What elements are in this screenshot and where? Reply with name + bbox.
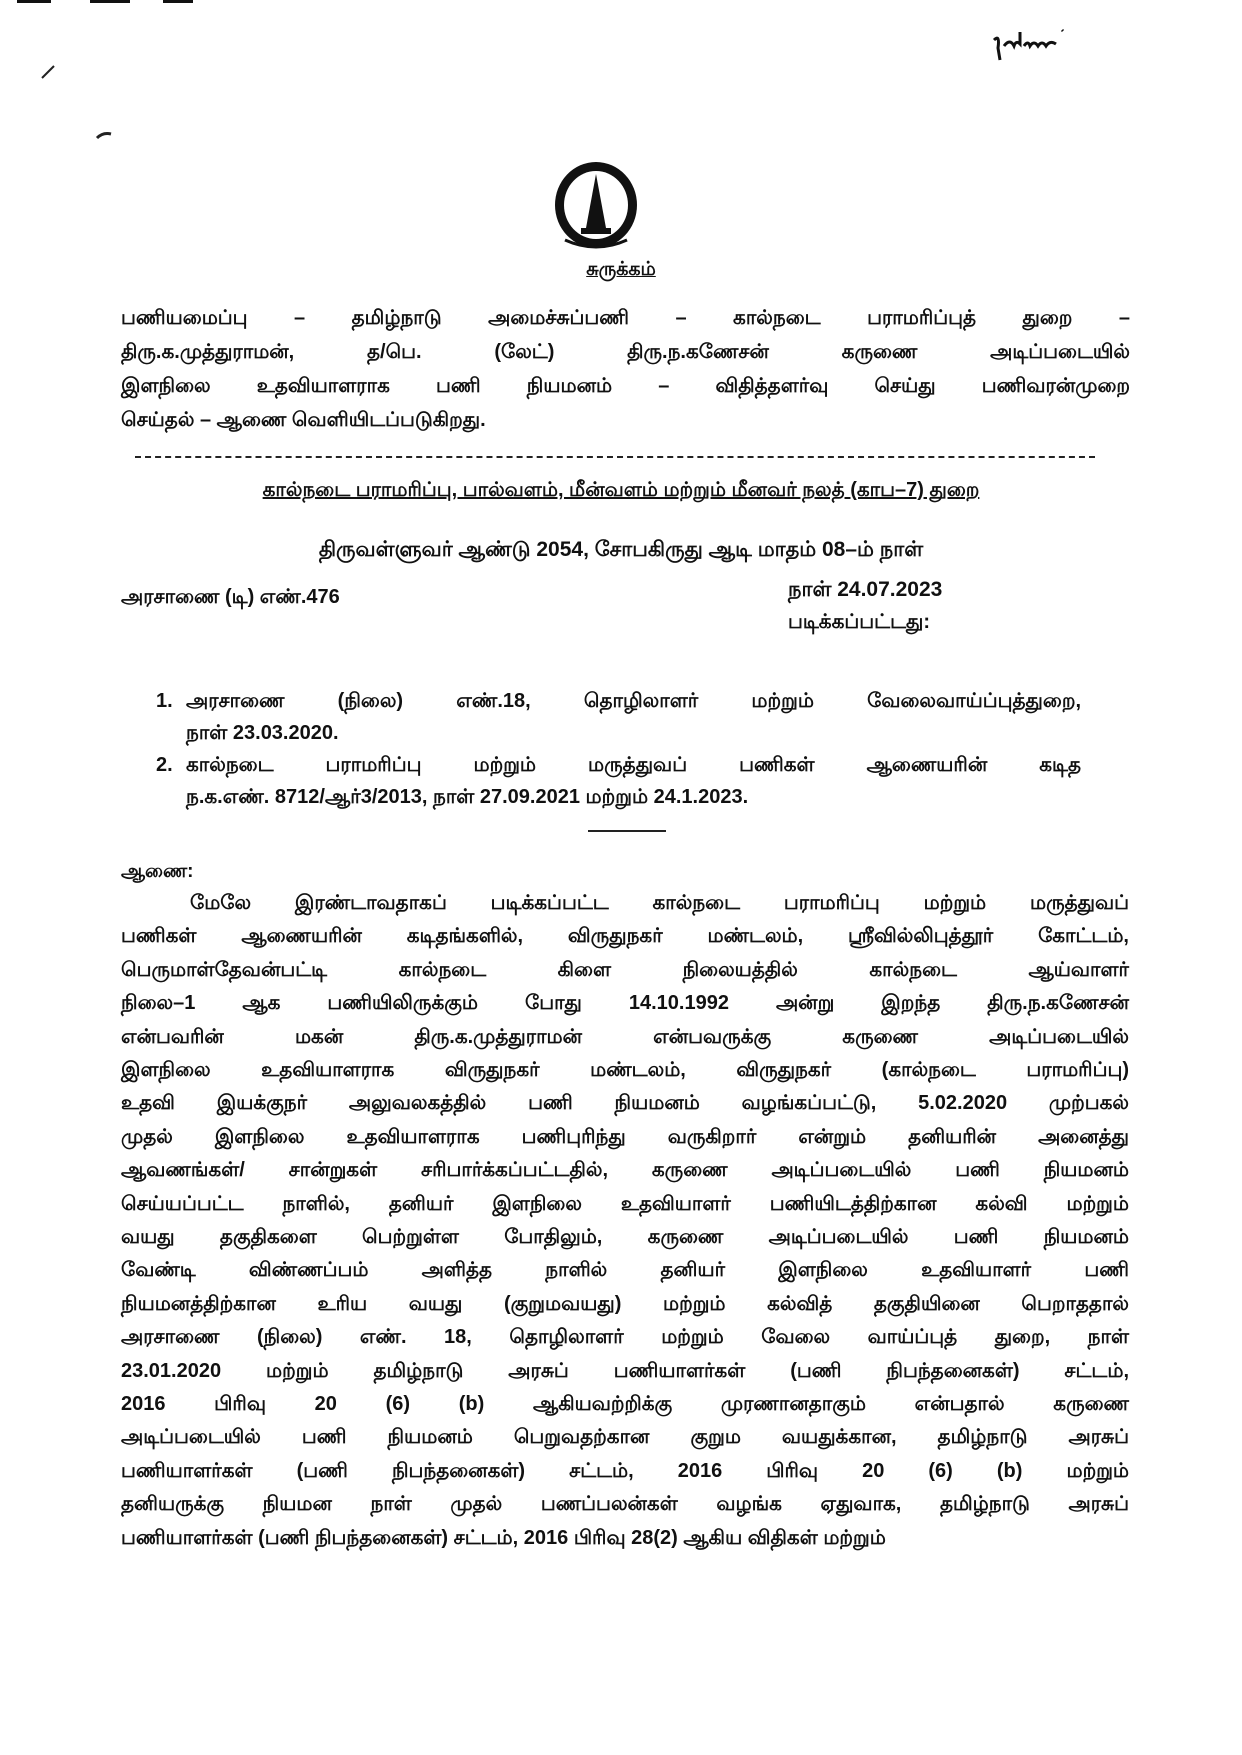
- scan-mark: [17, 0, 51, 3]
- reference-line: அரசாணை (நிலை) எண்.18, தொழிலாளர் மற்றும் வேலைவாய்ப்புத்துறை,: [186, 690, 1081, 712]
- pen-stroke: [38, 62, 68, 82]
- order-body-line: உதவி இயக்குநர் அலுவலகத்தில் பணி நியமனம் வழங்கப்பட்டு, 5.02.2020 முற்பகல்: [121, 1092, 1129, 1115]
- reference-line: கால்நடை பராமரிப்பு மற்றும் மருத்துவப் பணிகள் ஆணையரின் கடித: [186, 754, 1081, 776]
- order-body-line: அடிப்படையில் பணி நியமனம் பெறுவதற்கான குறும வயதுக்கான, தமிழ்நாடு அரசுப்: [121, 1426, 1129, 1449]
- order-body-line: என்பவரின் மகன் திரு.க.முத்துராமன் என்பவருக்கு கருணை அடிப்படையில்: [121, 1025, 1129, 1048]
- order-body-line: பணியாளர்கள் (பணி நிபந்தனைகள்) சட்டம், 2016 பிரிவு 28(2) ஆகிய விதிகள் மற்றும்: [121, 1526, 886, 1549]
- order-body-line: இளநிலை உதவியாளராக விருதுநகர் மண்டலம், விருதுநகர் (கால்நடை பராமரிப்பு): [121, 1059, 1129, 1081]
- go-date: நாள் 24.07.2023: [788, 578, 943, 601]
- read-label: படிக்கப்பட்டது:: [788, 611, 930, 633]
- order-body-line: மேலே இரண்டாவதாகப் படிக்கப்பட்ட கால்நடை பராமரிப்பு மற்றும் மருத்துவப்: [190, 892, 1129, 914]
- go-number: அரசாணை (டி) எண்.476: [121, 586, 340, 608]
- reference-number: 2.: [156, 754, 173, 776]
- order-body-line: ஆவணங்கள்/ சான்றுகள் சரிபார்க்கப்பட்டதில், கருணை அடிப்படையில் பணி நியமனம்: [121, 1159, 1129, 1182]
- summary-line: இளநிலை உதவியாளராக பணி நியமனம் – விதித்தளர்வு செய்து பணிவரன்முறை: [121, 375, 1130, 397]
- reference-number: 1.: [156, 690, 173, 712]
- short-divider: [588, 830, 666, 832]
- tamil-calendar-date: திருவள்ளுவர் ஆண்டு 2054, சோபகிருது ஆடி மாதம் 08–ம் நாள்: [318, 538, 924, 561]
- order-body-line: பணியாளர்கள் (பணி நிபந்தனைகள்) சட்டம், 2016 பிரிவு 20 (6) (b) மற்றும்: [121, 1459, 1129, 1482]
- scan-speck: [95, 130, 115, 142]
- summary-line: பணியமைப்பு – தமிழ்நாடு அமைச்சுப்பணி – கால்நடை பராமரிப்புத் துறை –: [121, 307, 1130, 329]
- reference-line: நாள் 23.03.2020.: [186, 722, 339, 744]
- handwritten-initials: [990, 26, 1075, 66]
- order-body-line: 2016 பிரிவு 20 (6) (b) ஆகியவற்றிக்கு முரணானதாகும் என்பதால் கருணை: [121, 1393, 1129, 1415]
- order-body-line: செய்யப்பட்ட நாளில், தனியர் இளநிலை உதவியாளர் பணியிடத்திற்கான கல்வி மற்றும்: [121, 1192, 1129, 1215]
- order-body-line: நிலை–1 ஆக பணியிலிருக்கும் போது 14.10.1992 அன்று இறந்த திரு.ந.கணேசன்: [121, 992, 1129, 1015]
- summary-line: திரு.க.முத்துராமன், த/பெ. (லேட்) திரு.ந.கணேசன் கருணை அடிப்படையில்: [121, 341, 1130, 363]
- department-name: கால்நடை பராமரிப்பு, பால்வளம், மீன்வளம் மற்றும் மீனவர் நலத் (காப–7) துறை: [262, 479, 980, 501]
- summary-line: செய்தல் – ஆணை வெளியிடப்படுகிறது.: [121, 409, 486, 431]
- reference-line: ந.க.எண். 8712/ஆர்3/2013, நாள் 27.09.2021 மற்றும் 24.1.2023.: [186, 786, 749, 808]
- order-heading: ஆணை:: [121, 861, 194, 882]
- scan-mark: [90, 0, 130, 3]
- order-body-line: நியமனத்திற்கான உரிய வயது (குறுமவயது) மற்றும் கல்வித் தகுதியினை பெறாததால்: [121, 1292, 1129, 1315]
- order-body-line: பணிகள் ஆணையரின் கடிதங்களில், விருதுநகர் மண்டலம், ஸ்ரீவில்லிபுத்தூர் கோட்டம்,: [121, 925, 1129, 948]
- order-body-line: வயது தகுதிகளை பெற்றுள்ள போதிலும், கருணை அடிப்படையில் பணி நியமனம்: [121, 1226, 1130, 1248]
- order-body-line: வேண்டி விண்ணப்பம் அளித்த நாளில் தனியர் இளநிலை உதவியாளர் பணி: [121, 1259, 1129, 1282]
- scan-mark: [163, 0, 193, 3]
- tamil-nadu-emblem: [551, 160, 641, 255]
- order-body-line: அரசாணை (நிலை) எண். 18, தொழிலாளர் மற்றும் வேலை வாய்ப்புத் துறை, நாள்: [121, 1326, 1129, 1349]
- order-body-line: பெருமாள்தேவன்பட்டி கால்நடை கிளை நிலையத்தில் கால்நடை ஆய்வாளர்: [121, 958, 1129, 981]
- summary-heading: சுருக்கம்: [586, 259, 656, 280]
- divider: [135, 456, 1095, 458]
- order-body-line: முதல் இளநிலை உதவியாளராக பணிபுரிந்து வருகிறார் என்றும் தனியரின் அனைத்து: [121, 1125, 1129, 1148]
- order-body-line: 23.01.2020 மற்றும் தமிழ்நாடு அரசுப் பணியாளர்கள் (பணி நிபந்தனைகள்) சட்டம்,: [121, 1359, 1129, 1382]
- order-body-line: தனியருக்கு நியமன நாள் முதல் பணப்பலன்கள் வழங்க ஏதுவாக, தமிழ்நாடு அரசுப்: [121, 1493, 1129, 1516]
